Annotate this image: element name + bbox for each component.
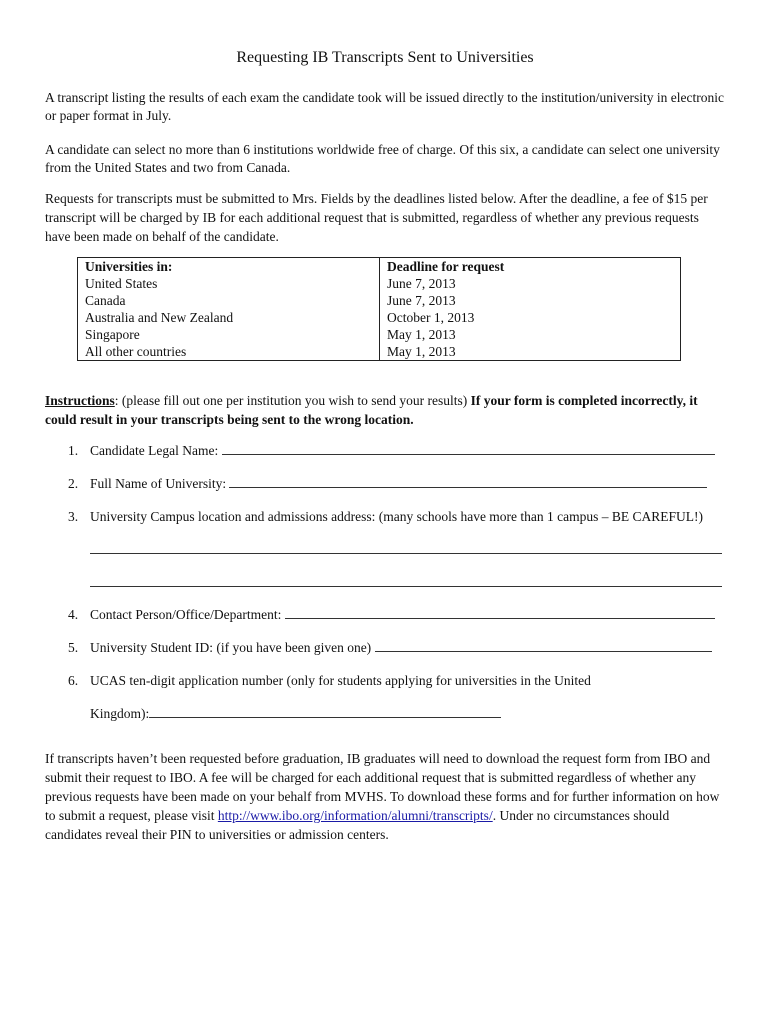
form-label-legal-name: Candidate Legal Name: xyxy=(90,443,222,458)
form-label-campus-address: University Campus location and admissions address: (many schools have more than 1 campus – BE CAREFUL!) xyxy=(90,509,704,524)
form-label-ucas-continued: Kingdom): xyxy=(90,706,150,721)
form-item-university-name: 2. Full Name of University: xyxy=(68,475,728,493)
campus-address-line-1[interactable] xyxy=(90,553,722,554)
form-item-contact-person: 4. Contact Person/Office/Department: xyxy=(68,606,728,624)
form-item-legal-name: 1. Candidate Legal Name: xyxy=(68,442,728,460)
form-item-ucas-number: 6. UCAS ten-digit application number (only for students applying for universities in the United xyxy=(68,673,591,688)
university-name-field[interactable] xyxy=(229,475,707,488)
table-cell-region: Australia and New Zealand xyxy=(78,309,380,326)
table-cell-region: All other countries xyxy=(78,343,380,361)
table-row xyxy=(78,326,681,343)
table-cell-deadline: October 1, 2013 xyxy=(380,309,681,326)
institution-limit-paragraph: A candidate can select no more than 6 institutions worldwide free of charge. Of this six, a candidate can select one university from the United States and two from Canada. xyxy=(45,142,720,175)
deadline-paragraph: Requests for transcripts must be submitted to Mrs. Fields by the deadlines listed below. After the deadline, a fee of $15 per transcript will be charged by IB for each additional request that is submitted, regardless of whether any previous requests have been made on behalf of the candidate. xyxy=(45,191,708,244)
campus-address-line-2[interactable] xyxy=(90,586,722,587)
intro-paragraph: A transcript listing the results of each exam the candidate took will be issued directly to the institution/university in electronic or paper format in July. xyxy=(45,90,724,123)
contact-person-field[interactable] xyxy=(285,606,715,619)
ucas-number-field[interactable] xyxy=(149,705,501,718)
table-cell-region: United States xyxy=(78,275,380,292)
table-row xyxy=(78,343,681,361)
table-header-deadline: Deadline for request xyxy=(380,258,681,276)
ibo-transcripts-link[interactable]: http://www.ibo.org/information/alumni/transcripts/ xyxy=(217,808,493,823)
table-row xyxy=(78,275,681,292)
student-id-field[interactable] xyxy=(375,639,712,652)
table-cell-deadline: May 1, 2013 xyxy=(380,343,681,361)
table-cell-deadline: June 7, 2013 xyxy=(380,292,681,309)
table-row xyxy=(78,292,681,309)
closing-text-after: . Under no circumstances should candidates reveal their PIN to universities or admission centers. xyxy=(45,808,670,842)
form-item-campus-address: 3. University Campus location and admissions address: (many schools have more than 1 campus – BE CAREFUL!) xyxy=(68,509,704,524)
form-item-student-id: 5. University Student ID: (if you have been given one) xyxy=(68,639,728,657)
table-cell-deadline: June 7, 2013 xyxy=(380,275,681,292)
form-item-ucas-continued xyxy=(90,705,750,723)
page-title: Requesting IB Transcripts Sent to Universities xyxy=(236,49,534,66)
table-cell-region: Singapore xyxy=(78,326,380,343)
table-header-row xyxy=(78,258,681,276)
form-label-student-id: University Student ID: (if you have been given one) xyxy=(90,640,375,655)
instructions-text: : (please fill out one per institution you wish to send your results) xyxy=(114,393,471,408)
table-cell-deadline: May 1, 2013 xyxy=(380,326,681,343)
form-label-contact-person: Contact Person/Office/Department: xyxy=(90,607,285,622)
table-row xyxy=(78,309,681,326)
instructions-block xyxy=(45,391,725,429)
table-cell-region: Canada xyxy=(78,292,380,309)
legal-name-field[interactable] xyxy=(222,442,715,455)
instructions-warning: If your form is completed incorrectly, it could result in your transcripts being sent to the wrong location. xyxy=(45,393,698,427)
table-header-universities: Universities in: xyxy=(78,258,380,276)
instructions-label: Instructions xyxy=(45,393,115,408)
form-label-university-name: Full Name of University: xyxy=(90,476,230,491)
closing-paragraph xyxy=(45,749,725,844)
form-label-ucas-number: UCAS ten-digit application number (only for students applying for universities in the United xyxy=(90,673,591,688)
closing-text-before: If transcripts haven’t been requested before graduation, IB graduates will need to download the request form from IBO and submit their request to IBO. A fee will be charged for each additional request that is submitted regardless of whether any previous requests have been made on your behalf from MVHS. To download these forms and for further information on how to submit a request, please visit xyxy=(45,751,720,823)
deadline-table xyxy=(77,257,681,361)
